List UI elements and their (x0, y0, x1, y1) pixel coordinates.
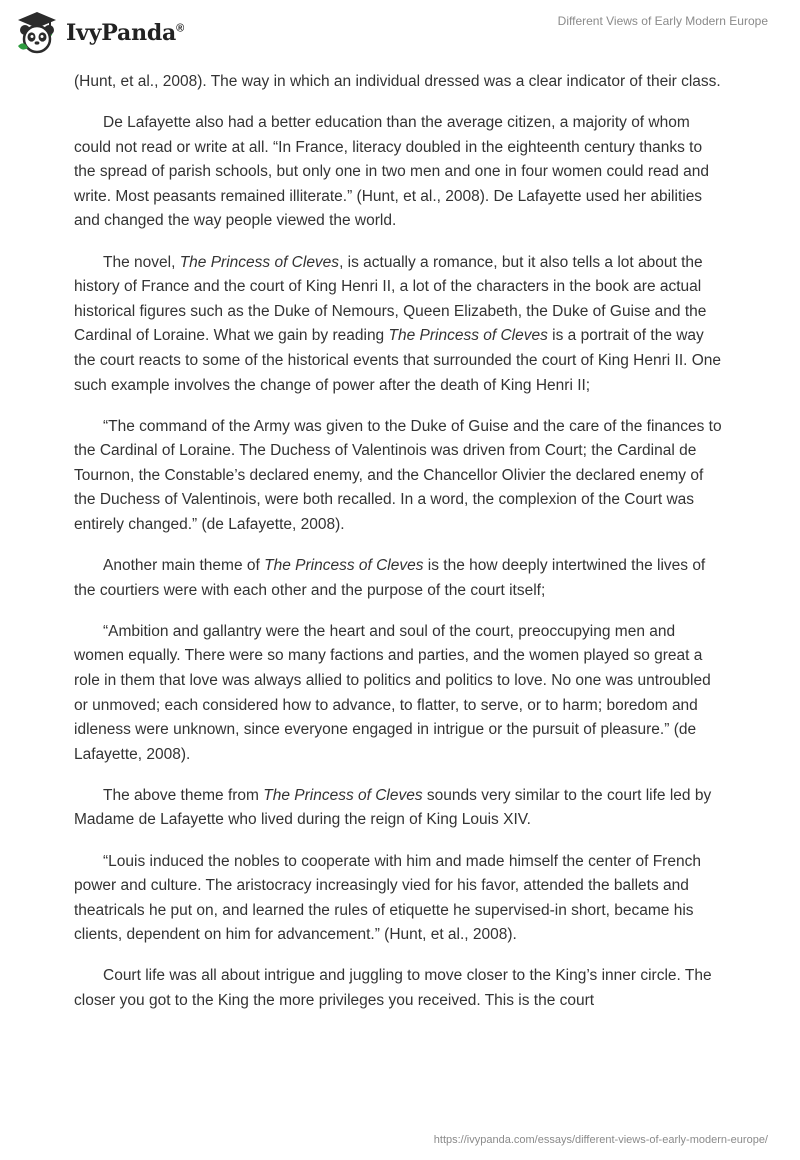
quote-paragraph: “Ambition and gallantry were the heart and soul of the court, preoccupying men and women equally. There were so many factions and parties, and the women played so great a role in them that love was always allied to politics and politics to love. No one was untroubled or unmoved; each considered how to advance, to flatter, to serve, or to harm; boredom and idleness were unknown, since everyone engaged in intrigue or the pursuit of pleasure.” (de Lafayette, 2008). (74, 622, 711, 763)
page-header (0, 0, 800, 70)
paragraph: (Hunt, et al., 2008). The way in which an individual dressed was a clear indicator of their class. (74, 73, 721, 90)
source-url-link[interactable]: https://ivypanda.com/essays/different-views-of-early-modern-europe/ (433, 1134, 768, 1146)
book-title: The Princess of Cleves (263, 786, 423, 804)
paragraph: Court life was all about intrigue and juggling to move closer to the King’s inner circle. The closer you got to the King the more privileges you received. This is the court (74, 967, 712, 1009)
book-title: The Princess of Cleves (264, 557, 424, 575)
quote-paragraph: “The command of the Army was given to the Duke of Guise and the care of the finances to the Cardinal of Loraine. The Duchess of Valentinois was driven from Court; the Cardinal de Tournon, the Constable’s declared enemy, and the Chancellor Olivier the declared enemy of the Duchess of Valentinois, were both recalled. In a word, the complexion of the Court was entirely changed.” (de Lafayette, 2008). (74, 417, 722, 533)
panda-logo-icon (14, 10, 60, 56)
paragraph: The above theme from The Princess of Cleves sounds very similar to the court life led by Madame de Lafayette who lived during the reign of King Louis XIV. (74, 786, 712, 829)
document-title: Different Views of Early Modern Europe (557, 14, 768, 28)
paragraph: De Lafayette also had a better education than the average citizen, a majority of whom could not read or write at all. “In France, literacy doubled in the eighteenth century thanks to the spread of parish schools, but only one in two men and one in four women could read and write. Most peasants remained illiterate.” (Hunt, et al., 2008). De Lafayette used her abilities and changed the way people viewed the world. (74, 114, 710, 230)
paragraph: The novel, The Princess of Cleves, is actually a romance, but it also tells a lot about the history of France and the court of King Henri II, a lot of the characters in the book are actual historical figures such as the Duke of Nemours, Queen Elizabeth, the Duke of Guise and the Cardinal of Loraine. What we gain by reading The Princess of Cleves is a portrait of the way the court reacts to some of the historical events that surrounded the court of King Henri II. One such example involves the change of power after the death of King Henri II; (74, 253, 722, 394)
quote-paragraph: “Louis induced the nobles to cooperate with him and made himself the center of French power and culture. The aristocracy increasingly vied for his favor, attended the ballets and theatricals he put on, and learned the rules of etiquette he supervised-in short, became his clients, dependent on him for advancement.” (Hunt, et al., 2008). (74, 852, 701, 944)
essay-body (74, 70, 726, 1030)
book-title: The Princess of Cleves (179, 253, 340, 271)
paragraph: Another main theme of The Princess of Cleves is the how deeply intertwined the lives of the courtiers were with each other and the purpose of the court itself; (74, 557, 706, 599)
book-title: The Princess of Cleves (388, 327, 548, 345)
brand-name: IvyPanda® (66, 20, 185, 46)
brand-logo[interactable] (14, 10, 184, 56)
